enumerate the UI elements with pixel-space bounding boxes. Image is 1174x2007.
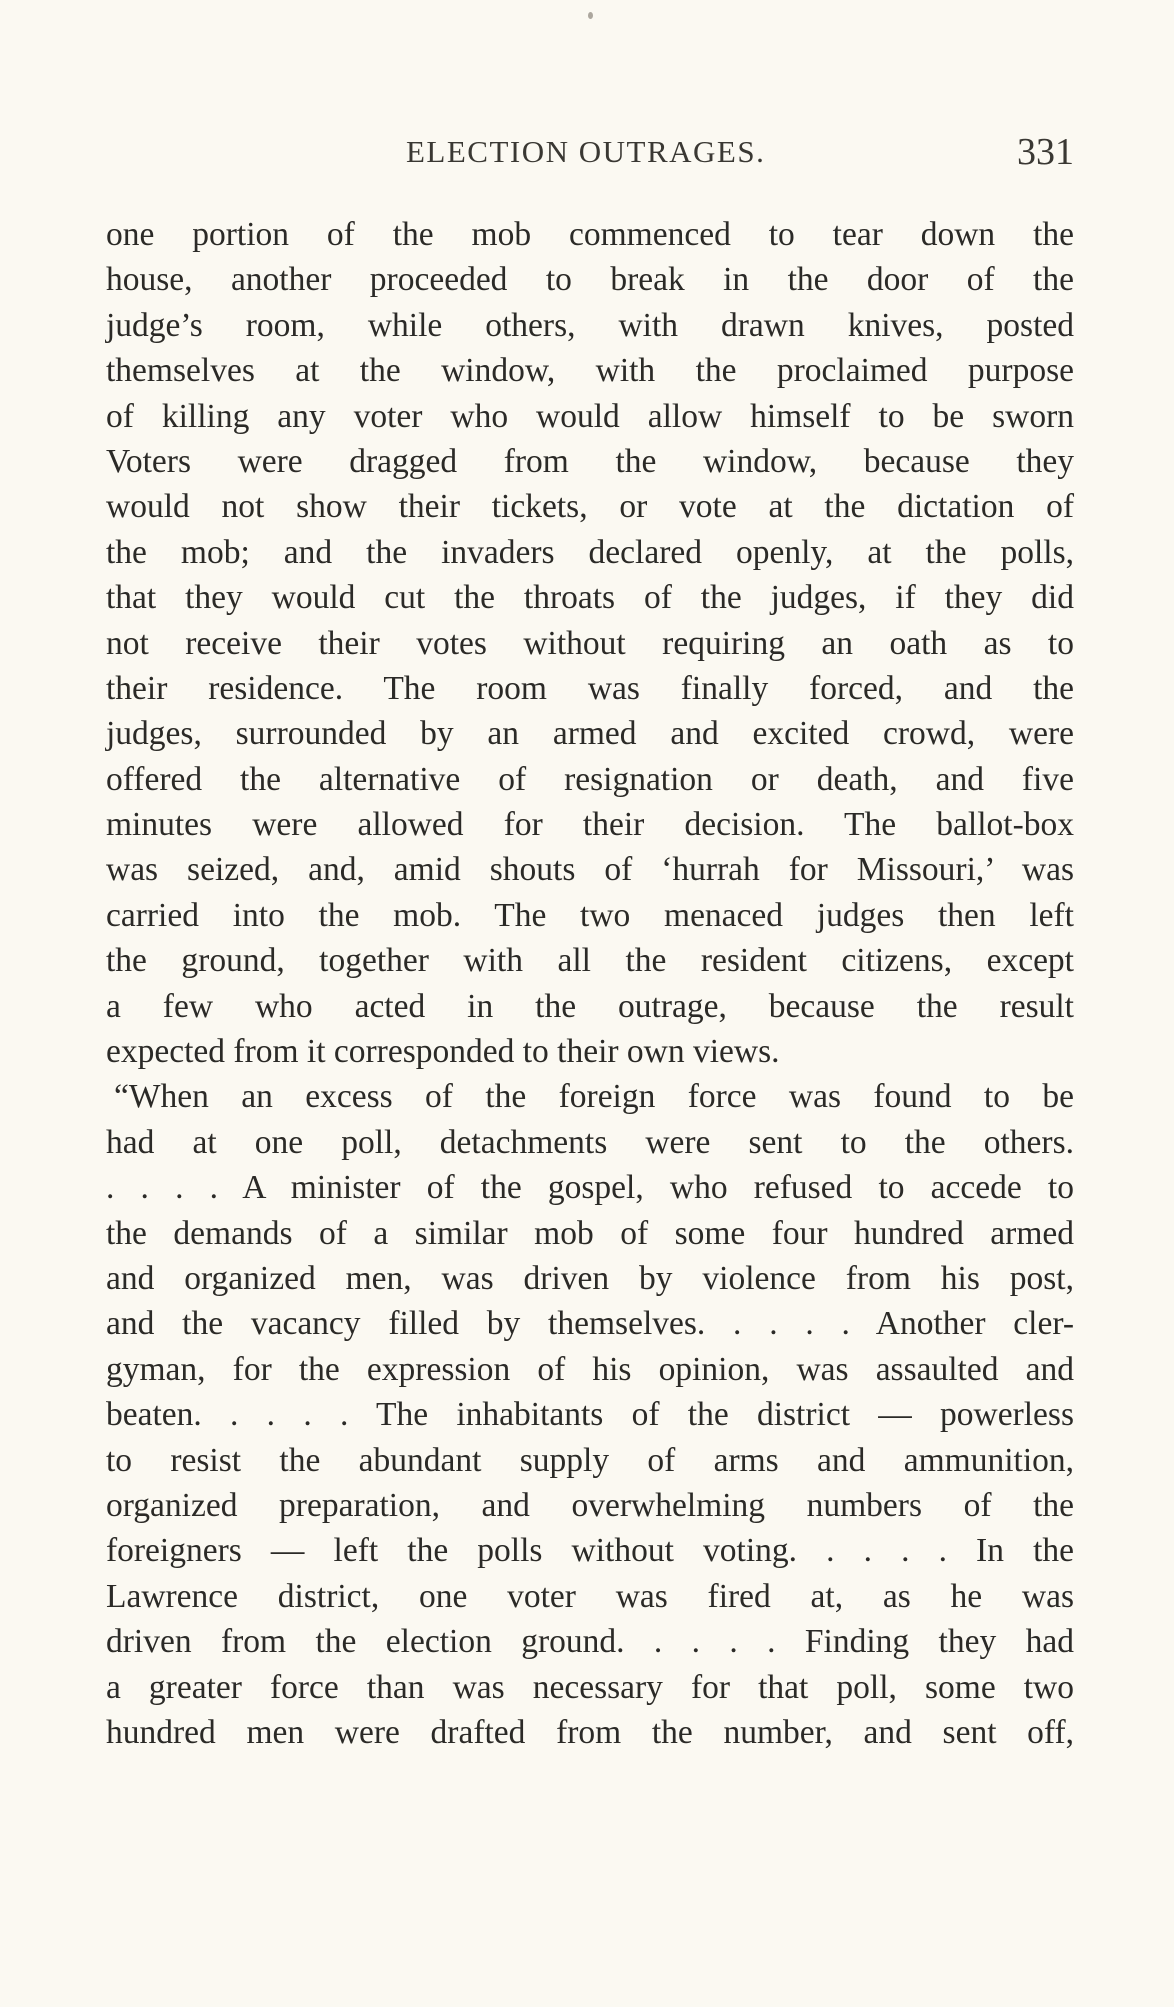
text-line: their residence. The room was finally forced, and the — [106, 669, 1074, 707]
text-line: beaten. . . . . The inhabitants of the district — powerless — [106, 1396, 1074, 1434]
text-line: hundred men were drafted from the number, and sent off, — [106, 1713, 1074, 1751]
text-line: gyman, for the expression of his opinion, was assaulted and — [106, 1350, 1074, 1388]
page-number: 331 — [1017, 131, 1074, 173]
body-text — [106, 212, 1074, 1755]
text-line: house, another proceeded to break in the door of the — [106, 261, 1074, 299]
text-line: a few who acted in the outrage, because the result — [106, 987, 1074, 1025]
text-line: judges, surrounded by an armed and excited crowd, were — [106, 715, 1074, 753]
text-line: offered the alternative of resignation or death, and five — [106, 760, 1074, 798]
text-line: not receive their votes without requiring an oath as to — [106, 624, 1074, 662]
text-line: . . . . A minister of the gospel, who refused to accede to — [106, 1169, 1074, 1207]
text-line: the ground, together with all the resident citizens, except — [106, 942, 1074, 980]
text-line: the mob; and the invaders declared openly, at the polls, — [106, 533, 1074, 571]
text-line: minutes were allowed for their decision. The ballot-box — [106, 806, 1074, 844]
text-line: expected from it corresponded to their own views. — [106, 1033, 780, 1071]
text-line: driven from the election ground. . . . . Finding they had — [106, 1623, 1074, 1661]
text-line: was seized, and, amid shouts of ‘hurrah for Missouri,’ was — [106, 851, 1074, 889]
ink-speck — [588, 12, 593, 19]
text-line: themselves at the window, with the proclaimed purpose — [106, 352, 1074, 390]
text-line: one portion of the mob commenced to tear down the — [106, 216, 1074, 253]
text-line: carried into the mob. The two menaced judges then left — [106, 896, 1074, 934]
text-line: organized preparation, and overwhelming numbers of the — [106, 1486, 1074, 1524]
text-line: foreigners — left the polls without voting. . . . . In the — [106, 1532, 1074, 1570]
running-head — [106, 130, 1074, 180]
text-line: and the vacancy filled by themselves. . . . . Another cler- — [106, 1305, 1074, 1343]
text-line: that they would cut the throats of the judges, if they did — [106, 579, 1074, 617]
text-line: a greater force than was necessary for that poll, some two — [106, 1668, 1074, 1706]
text-line: the demands of a similar mob of some four hundred armed — [106, 1214, 1074, 1252]
text-line: to resist the abundant supply of arms and ammunition, — [106, 1441, 1074, 1479]
text-line: of killing any voter who would allow himself to be sworn — [106, 397, 1074, 435]
text-line: Lawrence district, one voter was fired at, as he was — [106, 1577, 1074, 1615]
text-line: “When an excess of the foreign force was found to be — [114, 1078, 1074, 1116]
text-line: judge’s room, while others, with drawn knives, posted — [106, 306, 1074, 344]
running-title: ELECTION OUTRAGES. — [406, 134, 766, 169]
text-line: had at one poll, detachments were sent to the others. — [106, 1123, 1074, 1161]
text-line: Voters were dragged from the window, because they — [106, 442, 1074, 480]
text-line: would not show their tickets, or vote at the dictation of — [106, 488, 1074, 526]
text-line: and organized men, was driven by violence from his post, — [106, 1259, 1074, 1297]
